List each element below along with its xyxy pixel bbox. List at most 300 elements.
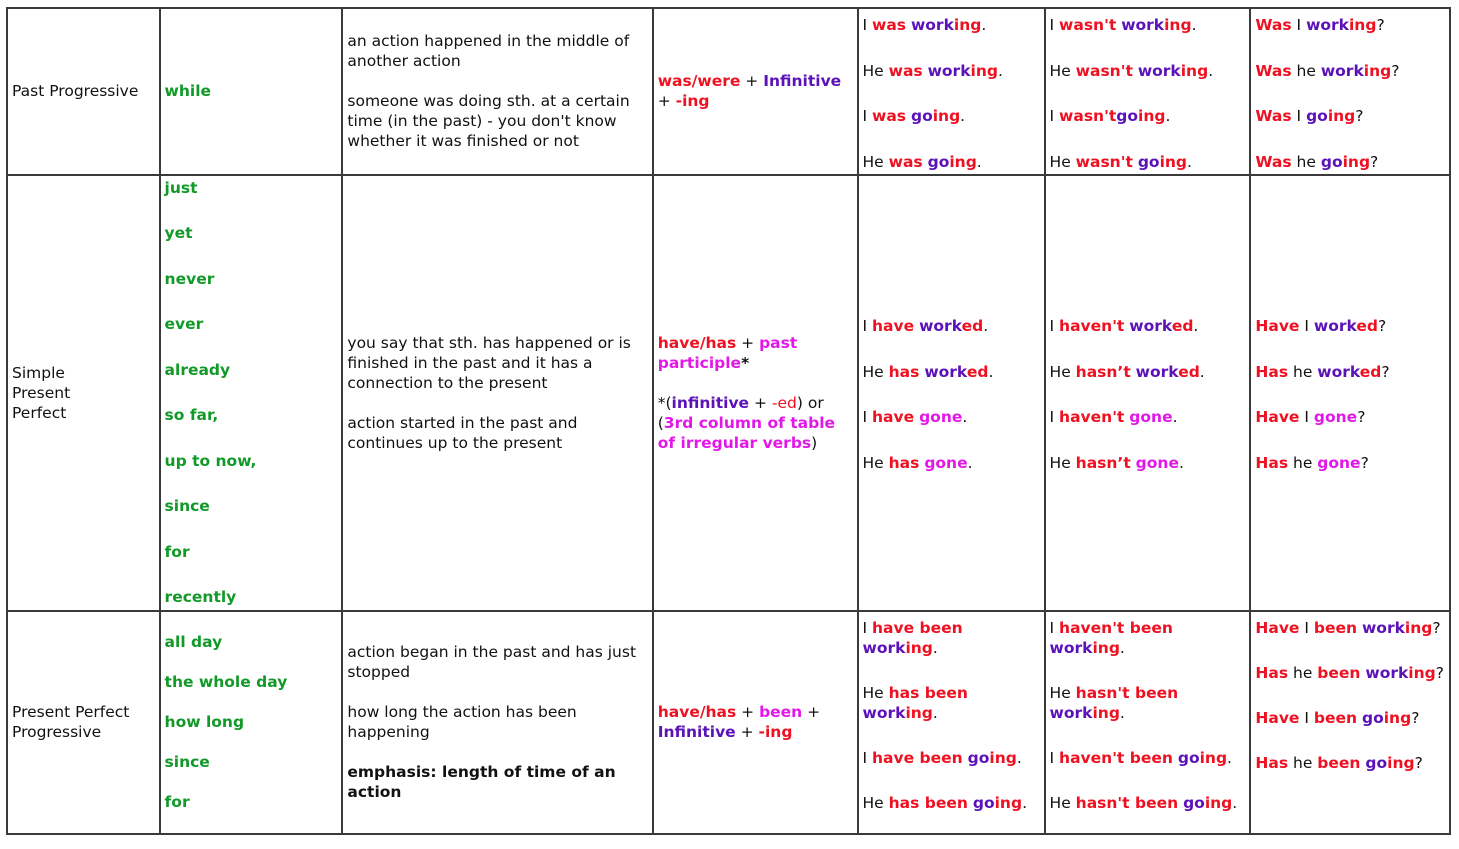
example-sentence (1255, 15, 1445, 35)
text-run: He (862, 152, 889, 171)
text-run: ing (1180, 61, 1209, 80)
text-run: ? (1355, 107, 1364, 125)
text-run: hasn’t (1075, 362, 1131, 381)
text-run: haven't been (1059, 618, 1173, 637)
paragraph (347, 31, 647, 71)
text-run: he (1291, 152, 1321, 171)
text-run: ing (1199, 748, 1228, 767)
text-run: been (1317, 663, 1361, 682)
paragraph (658, 333, 853, 373)
example-sentence (1050, 61, 1246, 81)
formula (658, 333, 853, 453)
text-run: gone (919, 408, 963, 427)
text-run: has been (888, 683, 968, 702)
text-run: I (862, 618, 873, 637)
paragraph (347, 91, 647, 151)
text-run: ? (1376, 16, 1385, 34)
text-run: Was (1255, 16, 1292, 34)
usage-cell (342, 611, 652, 834)
example-sentence (863, 15, 1040, 35)
text-run: ing (1092, 638, 1120, 657)
text-run: wasn't (1075, 61, 1133, 80)
text-run: you say that sth. has happened or is finished in the past and it has a connection to the present (347, 333, 631, 392)
signal-words-list (165, 81, 338, 101)
text-run: work (910, 16, 954, 34)
text-run: I (862, 16, 873, 34)
text-run: + (740, 72, 764, 91)
signal-word: up to now, (164, 451, 257, 470)
text-run: He (1049, 362, 1076, 381)
example-sentence (1255, 453, 1445, 473)
text-run: ing (1327, 107, 1356, 125)
signal-words-cell (160, 175, 343, 611)
tense-grammar-table (6, 7, 1451, 835)
signal-word: yet (164, 224, 193, 243)
example-sentence (1255, 362, 1445, 382)
paragraph (658, 393, 853, 453)
formula (658, 702, 853, 742)
text-run: I (1049, 16, 1060, 34)
text-run: ? (1432, 618, 1441, 637)
text-run: go (910, 107, 933, 125)
text-run: ? (1411, 708, 1420, 727)
text-run: work (1049, 638, 1093, 657)
text-run: work (1129, 317, 1172, 336)
text-run: hasn't been (1075, 683, 1179, 702)
text-run: ed (961, 317, 984, 336)
text-run: I (1049, 748, 1060, 767)
text-run: was/were (657, 72, 741, 91)
text-run: have/has (657, 333, 737, 352)
text-run: . (997, 61, 1003, 80)
text-run: ed (1359, 362, 1382, 381)
signal-word: never (164, 269, 215, 288)
text-run: have/has (657, 703, 737, 721)
text-run: ) (811, 433, 818, 452)
text-run: . (981, 16, 987, 34)
example-sentence (863, 453, 1040, 473)
example-sentence (1050, 316, 1246, 336)
example-sentence (863, 152, 1040, 172)
text-run: go (1116, 107, 1138, 125)
text-run: go (1183, 793, 1205, 812)
signal-word: for (164, 793, 190, 811)
text-run: was (888, 61, 923, 80)
text-run: . (1227, 748, 1232, 767)
text-run: -ing (675, 92, 710, 111)
text-run: . (1199, 362, 1205, 381)
question-examples-cell (1250, 175, 1450, 611)
usage-paragraphs (347, 333, 647, 453)
text-run: I (862, 317, 873, 336)
signal-words-cell (160, 611, 343, 834)
affirmative-examples-cell (858, 8, 1045, 175)
text-run: wasn't (1075, 152, 1133, 171)
text-run: work (1306, 16, 1349, 34)
text-run: emphasis: length of time of an action (347, 763, 616, 801)
signal-words-list (165, 632, 338, 812)
text-run: how long the action has been happening (347, 703, 577, 741)
signal-word: since (164, 497, 210, 516)
example-sentence (863, 407, 1040, 427)
example-sentence (1050, 748, 1246, 768)
text-run: has (888, 453, 920, 472)
text-run: work (924, 362, 967, 381)
text-run: past participle (657, 333, 798, 372)
negative-examples (1050, 316, 1246, 473)
text-run: . (967, 453, 973, 472)
text-run: . (1119, 638, 1125, 657)
text-run: ing (932, 107, 961, 125)
example-sentence (1050, 793, 1246, 813)
affirmative-examples (863, 618, 1040, 813)
text-run: been (759, 703, 803, 721)
text-run: hasn't been (1075, 793, 1179, 812)
example-sentence (863, 683, 1040, 723)
text-run: work (862, 638, 906, 657)
text-run: ing (989, 748, 1017, 767)
text-run: + (802, 703, 821, 721)
text-run: been (1313, 708, 1358, 727)
text-run: have been (872, 618, 963, 637)
text-run: have (872, 408, 915, 427)
paragraph (347, 642, 647, 682)
negative-examples (1050, 618, 1246, 813)
text-run: He (1049, 793, 1076, 812)
row-past-progressive (7, 8, 1450, 175)
text-run: ? (1378, 317, 1387, 336)
text-run: I (1049, 408, 1060, 427)
row-simple-present-perfect (7, 175, 1450, 611)
example-sentence (1255, 106, 1445, 126)
signal-word: how long (164, 713, 245, 731)
formula (658, 71, 853, 111)
affirmative-examples (863, 15, 1040, 172)
text-run: . (1232, 793, 1238, 812)
text-run: ing (953, 16, 982, 34)
signal-words-list (165, 178, 338, 608)
text-run: Was (1255, 107, 1292, 125)
signal-words-cell (160, 8, 343, 175)
text-run: action started in the past and continues up to the present (347, 413, 578, 452)
text-run: gone (1129, 408, 1173, 427)
text-run: ing (1408, 663, 1436, 682)
example-sentence (1255, 663, 1445, 683)
example-sentence (1255, 407, 1445, 427)
negative-examples-cell (1045, 611, 1251, 834)
text-run: . (976, 152, 982, 171)
text-run: . (932, 703, 938, 722)
signal-word: the whole day (164, 673, 288, 691)
text-run: work (1365, 663, 1409, 682)
negative-examples-cell (1045, 175, 1251, 611)
text-run: Has (1255, 663, 1289, 682)
tense-name: Simple Present Perfect (12, 363, 71, 422)
text-run: ing (1363, 61, 1392, 80)
text-run: ed (966, 362, 989, 381)
signal-word: for (164, 542, 190, 561)
text-run: . (1119, 703, 1125, 722)
paragraph (347, 702, 647, 742)
example-sentence (1255, 708, 1445, 728)
text-run: haven't (1059, 408, 1125, 427)
text-run: ? (1370, 152, 1379, 171)
negative-examples-cell (1045, 8, 1251, 175)
row-present-perfect-progressive (7, 611, 1450, 834)
text-run: ing (1164, 16, 1192, 34)
signal-word: while (164, 82, 212, 101)
text-run: work (1121, 16, 1165, 34)
text-run: . (988, 362, 994, 381)
text-run: go (927, 152, 950, 171)
example-sentence (1050, 683, 1246, 723)
text-run: he (1291, 61, 1321, 80)
text-run: go (967, 748, 990, 767)
example-sentence (863, 748, 1040, 768)
text-run: infinitive (671, 393, 750, 412)
text-run: . (1193, 317, 1199, 336)
example-sentence (863, 362, 1040, 382)
text-run: Have (1255, 618, 1300, 637)
paragraph (658, 71, 853, 111)
text-run: -ed (771, 393, 797, 412)
affirmative-examples (863, 316, 1040, 473)
text-run: ed (1171, 317, 1194, 336)
text-run: ing (905, 638, 933, 657)
signal-word: ever (164, 315, 204, 334)
signal-word: just (164, 178, 198, 197)
text-run: 3rd column of table of irregular verbs (657, 413, 836, 452)
text-run: ing (1342, 152, 1371, 171)
example-sentence (1050, 453, 1246, 473)
signal-word: so far, (164, 406, 219, 425)
text-run: have been (872, 748, 963, 767)
usage-cell (342, 175, 652, 611)
example-sentence (1255, 152, 1445, 172)
signal-word: recently (164, 588, 237, 607)
formula-cell (653, 175, 858, 611)
text-run: . (1208, 61, 1214, 80)
question-examples (1255, 316, 1445, 473)
text-run: I (862, 408, 873, 427)
text-run: He (862, 683, 889, 702)
text-run: Have (1255, 408, 1300, 427)
text-run: He (1049, 453, 1076, 472)
example-sentence (1050, 362, 1246, 382)
example-sentence (1050, 15, 1246, 35)
text-run: ? (1435, 663, 1444, 682)
text-run: . (1165, 107, 1171, 125)
text-run: action began in the past and has just stopped (347, 643, 637, 681)
text-run: was (888, 152, 923, 171)
formula-cell (653, 8, 858, 175)
example-sentence (863, 793, 1040, 813)
text-run: work (1317, 362, 1360, 381)
text-run: go (1306, 107, 1328, 125)
question-examples (1255, 15, 1445, 172)
text-run: have (872, 317, 915, 336)
text-run: He (862, 453, 889, 472)
text-run: he (1288, 663, 1318, 682)
text-run: work (1135, 362, 1179, 381)
affirmative-examples-cell (858, 175, 1045, 611)
signal-word: since (164, 753, 210, 771)
example-sentence (1050, 152, 1246, 172)
text-run: haven't (1059, 317, 1125, 336)
text-run: work (1049, 703, 1093, 722)
text-run: ? (1360, 453, 1369, 472)
text-run: . (1022, 793, 1027, 812)
text-run: . (1172, 408, 1178, 427)
usage-cell (342, 8, 652, 175)
text-run: + (735, 723, 759, 741)
text-run: ? (1414, 753, 1423, 772)
text-run: gone (1317, 453, 1361, 472)
text-run: ing (1138, 107, 1166, 125)
text-run: hasn’t (1075, 453, 1131, 472)
example-sentence (1050, 407, 1246, 427)
text-run: He (1049, 152, 1076, 171)
negative-examples (1050, 15, 1246, 172)
tense-name: Present Perfect Progressive (12, 703, 130, 741)
text-run: I (1049, 317, 1060, 336)
text-run: gone (1135, 453, 1179, 472)
text-run: ing (1348, 16, 1377, 34)
text-run: has (888, 362, 920, 381)
text-run: ing (970, 61, 998, 80)
text-run: Was (1255, 61, 1292, 80)
text-run: He (862, 793, 889, 812)
text-run: . (1191, 16, 1197, 34)
text-run: He (1049, 61, 1076, 80)
text-run: work (1313, 317, 1357, 336)
text-run: I (1299, 618, 1314, 637)
text-run: someone was doing sth. at a certain time (in the past) - you don't know whether it was finished or not (347, 92, 630, 151)
text-run: . (983, 317, 989, 336)
example-sentence (1255, 316, 1445, 336)
text-run: Has (1255, 453, 1289, 472)
text-run: I (1291, 16, 1307, 34)
text-run: He (862, 61, 889, 80)
question-examples-cell (1250, 611, 1450, 834)
text-run: haven't been (1059, 748, 1173, 767)
example-sentence (863, 61, 1040, 81)
example-sentence (863, 106, 1040, 126)
example-sentence (1255, 618, 1445, 638)
text-run: Infinitive (657, 723, 736, 741)
text-run: I (1291, 107, 1307, 125)
text-run: wasn't (1059, 107, 1117, 125)
text-run: ing (905, 703, 933, 722)
text-run: . (1016, 748, 1022, 767)
tense-name-cell (7, 8, 160, 175)
text-run: He (862, 362, 889, 381)
text-run: go (1177, 748, 1200, 767)
text-run: Has (1255, 753, 1289, 772)
text-run: I (1299, 708, 1314, 727)
example-sentence (1255, 753, 1445, 773)
text-run: ? (1357, 408, 1366, 427)
text-run: I (1049, 107, 1060, 125)
tense-name-cell (7, 175, 160, 611)
text-run: ? (1391, 61, 1400, 80)
question-examples-cell (1250, 8, 1450, 175)
usage-paragraphs (347, 31, 647, 151)
text-run: -ing (758, 723, 793, 741)
text-run: work (919, 317, 962, 336)
text-run: go (1320, 152, 1343, 171)
text-run: . (962, 408, 968, 427)
paragraph (347, 333, 647, 393)
text-run: Has (1255, 362, 1289, 381)
text-run: + (657, 92, 676, 111)
tense-name: Past Progressive (12, 82, 139, 101)
text-run: he (1288, 453, 1318, 472)
text-run: + (749, 393, 772, 412)
text-run: an action happened in the middle of another action (347, 32, 630, 71)
text-run: Was (1255, 152, 1292, 171)
text-run: *( (657, 393, 672, 412)
signal-word: all day (164, 633, 223, 651)
text-run: he (1288, 753, 1318, 772)
example-sentence (1050, 618, 1246, 658)
text-run: wasn't (1059, 16, 1117, 34)
example-sentence (863, 316, 1040, 336)
text-run: + (736, 703, 760, 721)
affirmative-examples-cell (858, 611, 1045, 834)
text-run: go (1361, 708, 1384, 727)
text-run: . (1187, 152, 1192, 171)
text-run: work (1320, 61, 1364, 80)
paragraph (347, 413, 647, 453)
text-run: work (1361, 618, 1405, 637)
paragraph (658, 702, 853, 742)
text-run: I (862, 748, 873, 767)
text-run: has been (888, 793, 968, 812)
text-run: ing (1383, 708, 1412, 727)
text-run: work (1137, 61, 1181, 80)
example-sentence (1050, 106, 1246, 126)
text-run: go (1137, 152, 1160, 171)
text-run: Have (1255, 317, 1300, 336)
paragraph (347, 762, 647, 802)
text-run: I (1049, 618, 1060, 637)
text-run: work (862, 703, 906, 722)
usage-paragraphs (347, 642, 647, 802)
text-run: I (1299, 317, 1314, 336)
text-run: ing (1404, 618, 1433, 637)
text-run: + (736, 333, 760, 352)
text-run: I (1299, 408, 1314, 427)
text-run: been (1317, 753, 1361, 772)
text-run: gone (1313, 408, 1358, 427)
text-run: been (1313, 618, 1358, 637)
text-run: ed (1178, 362, 1200, 381)
text-run: ed (1356, 317, 1379, 336)
text-run: go (972, 793, 995, 812)
text-run: He (1049, 683, 1076, 702)
text-run: work (927, 61, 971, 80)
question-examples (1255, 618, 1445, 773)
text-run: . (1178, 453, 1184, 472)
text-run: ing (949, 152, 977, 171)
text-run: ing (1159, 152, 1188, 171)
text-run: ing (994, 793, 1023, 812)
text-run: Infinitive (763, 72, 842, 91)
text-run: gone (924, 453, 968, 472)
text-run: go (1365, 753, 1388, 772)
text-run: . (932, 638, 938, 657)
